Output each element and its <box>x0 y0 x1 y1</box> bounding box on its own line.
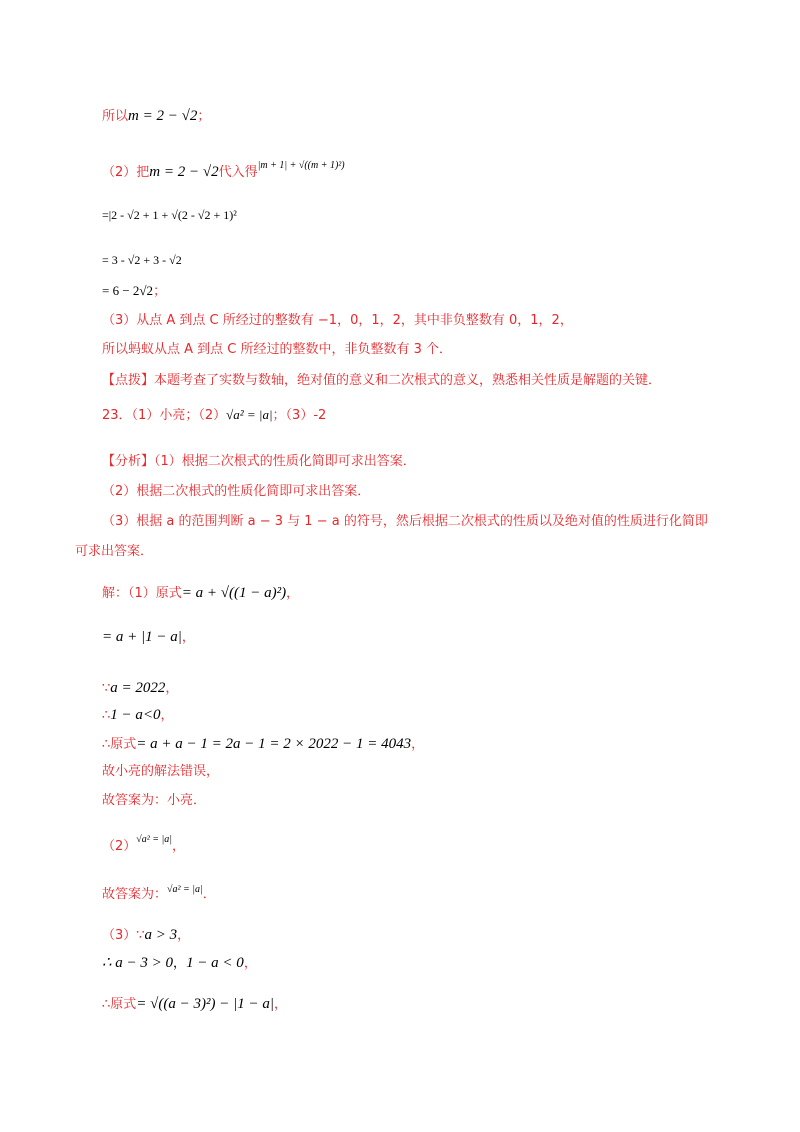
line-11 <box>102 482 370 502</box>
text: 故小亮的解法错误， <box>102 764 220 779</box>
text: ；（3）-2 <box>272 408 327 423</box>
text: ， <box>181 630 195 645</box>
text: 所以 <box>102 109 129 124</box>
line-17 <box>102 705 174 726</box>
math-expression: = √((a − 3)²) − |1 − a| <box>136 996 274 1012</box>
text: ， <box>286 586 300 601</box>
math-expression: 1 − a<0 <box>110 707 161 723</box>
text: （3）根据 a 的范围判断 a − 3 与 1 − a 的符号，然后根据二次根式的性质以及绝对值的性质进行化简即 <box>102 514 708 529</box>
text: 所以蚂蚁从点 A 到点 C 所经过的整数中，非负整数有 3 个． <box>102 342 453 357</box>
text: （3）∵ <box>102 928 145 943</box>
text: ∴原式 <box>102 737 137 752</box>
text: ， <box>160 708 174 723</box>
text: 故答案为：小亮． <box>102 793 207 808</box>
math-expression: =|2 - √2 + 1 + √(2 - √2 + 1)² <box>102 208 237 222</box>
text: ， <box>177 928 191 943</box>
line-2 <box>102 156 345 183</box>
line-4 <box>102 250 182 271</box>
line-19 <box>102 762 219 782</box>
text: ∴ <box>102 708 111 723</box>
text: 【点拨】本题考查了实数与数轴，绝对值的意义和二次根式的意义，熟悉相关性质是解题的关键． <box>102 373 662 388</box>
line-3 <box>102 205 237 226</box>
text: ， <box>172 839 186 854</box>
text: 故答案为： <box>102 887 168 902</box>
line-10 <box>102 452 416 472</box>
text: 【分析】（1）根据二次根式的性质化简即可求出答案． <box>102 454 416 469</box>
text: 可求出答案． <box>75 544 154 559</box>
line-5 <box>102 281 166 302</box>
text: ， <box>273 997 287 1012</box>
line-9 <box>102 405 326 426</box>
math-expression: |m + 1| + √((m + 1)²) <box>257 160 345 171</box>
line-6 <box>102 311 573 331</box>
text: （2）根据二次根式的性质化简即可求出答案． <box>102 484 371 499</box>
math-expression: = 3 - √2 + 3 - √2 <box>102 253 182 267</box>
text: ， <box>173 956 187 971</box>
math-expression: ∴ a − 3 > 0 <box>102 955 174 971</box>
line-24 <box>102 953 257 974</box>
math-expression: √a² = |a| <box>167 884 203 895</box>
text: 23．（1）小亮；（2） <box>102 408 227 423</box>
line-13 <box>75 542 153 562</box>
math-expression: = a + |1 − a| <box>102 629 182 645</box>
math-expression: m = 2 − √2 <box>149 164 219 180</box>
math-expression: √a² = |a| <box>226 407 273 422</box>
text: ； <box>153 284 167 299</box>
text: ． <box>202 887 216 902</box>
line-15 <box>102 627 195 648</box>
line-25 <box>102 994 287 1015</box>
line-18 <box>102 734 424 755</box>
text: （2）把 <box>102 165 150 180</box>
text: ， <box>165 681 179 696</box>
line-1 <box>102 106 210 127</box>
text: ； <box>197 109 211 124</box>
math-expression: a = 2022 <box>110 680 166 696</box>
text: ∵ <box>102 681 111 696</box>
line-7 <box>102 340 452 360</box>
math-expression: = a + √((1 − a)²) <box>181 585 287 601</box>
line-22 <box>102 880 216 905</box>
text: ， <box>411 737 425 752</box>
text: 代入得 <box>218 165 258 180</box>
math-expression: √a² = |a| <box>136 834 173 845</box>
text: （2） <box>102 839 137 854</box>
math-expression: a > 3 <box>144 927 178 943</box>
math-expression: = 6 − 2√2 <box>102 283 154 298</box>
line-12 <box>102 512 708 532</box>
line-16 <box>102 678 178 699</box>
text: 解：（1）原式 <box>102 586 182 601</box>
math-expression: m = 2 − √2 <box>128 108 198 124</box>
math-expression: 1 − a < 0 <box>186 955 244 971</box>
line-20 <box>102 791 206 811</box>
text: （3）从点 A 到点 C 所经过的整数有 −1，0，1，2，其中非负整数有 0，1，2， <box>102 313 573 328</box>
line-8 <box>102 371 661 391</box>
math-expression: = a + a − 1 = 2a − 1 = 2 × 2022 − 1 = 4043 <box>136 736 412 752</box>
line-21 <box>102 830 185 857</box>
line-14 <box>102 583 299 604</box>
text: ∴原式 <box>102 997 137 1012</box>
text: ， <box>243 956 257 971</box>
line-23 <box>102 925 190 946</box>
